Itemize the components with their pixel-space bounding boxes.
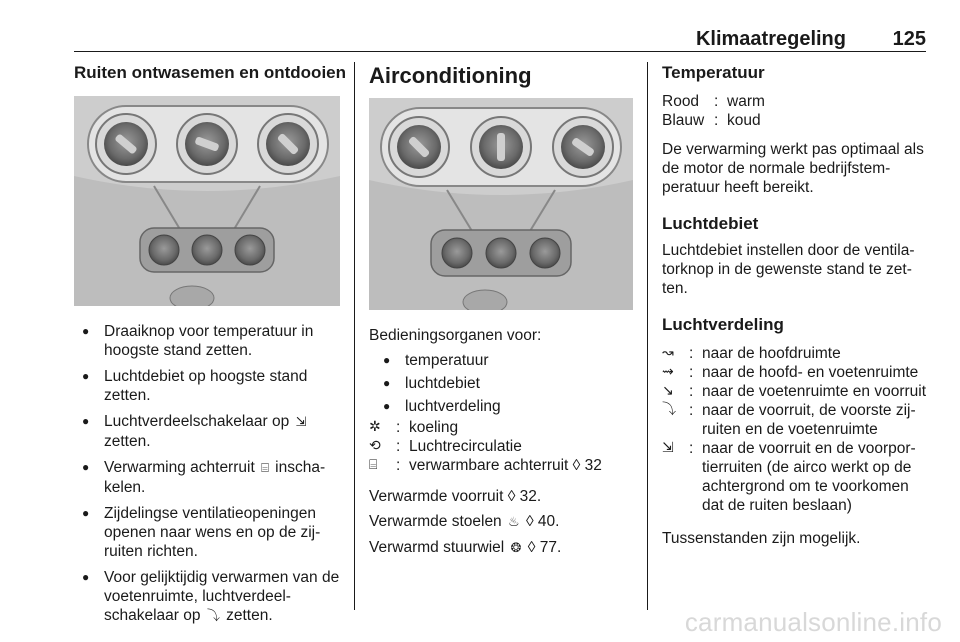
legend-text: Luchtrecirculatie: [409, 438, 522, 455]
column-divider: [354, 62, 355, 610]
air-recirculation-icon: ⟲: [369, 438, 381, 454]
bullet-dot: ●: [82, 324, 90, 338]
cross-references: [369, 487, 633, 558]
airflow-foot-icon: ↘: [662, 383, 674, 399]
cross-reference-text: Verwarmd stuurwiel: [369, 539, 509, 556]
defrost-steps: [74, 322, 342, 626]
list-item-text: Luchtverdeelschakelaar op: [104, 413, 294, 430]
legend-text: naar de hoofd- en voetenruimte: [702, 364, 919, 381]
airflow-windscreen-icon: ⇲: [662, 440, 674, 456]
legend-text: koud: [727, 112, 761, 129]
list-item-text: zetten.: [104, 433, 151, 450]
aircon-photo: [369, 98, 633, 310]
legend-colon: :: [714, 93, 719, 110]
section-heading-defrost: Ruiten ontwasemen en ontdooien: [74, 63, 347, 82]
rear-window-heating-icon: ⌸: [261, 461, 269, 476]
climate-control-photo: [74, 96, 340, 306]
section-heading-temperature: Temperatuur: [662, 63, 765, 82]
aircon-legend: [369, 418, 602, 475]
legend-row: [662, 344, 932, 363]
temperature-paragraph: De verwarming werkt pas optimaal als de motor de normale bedrijfstemperatuur heeft bereikt.: [662, 141, 924, 196]
list-item-text: Zijdelingse ventilatieopeningen openen naar wens en op de zijruiten richten.: [104, 505, 321, 560]
snowflake-icon: ✲: [369, 419, 381, 435]
legend-row: [662, 401, 932, 439]
legend-text: naar de hoofdruimte: [702, 345, 841, 362]
air-distribution-legend: [662, 344, 932, 515]
legend-text: verwarmbare achterruit ◊ 32: [409, 457, 602, 474]
list-item: [74, 322, 342, 360]
list-item: [74, 458, 342, 497]
legend-colon: :: [689, 383, 694, 400]
windscreen-footwell-icon: ⤵: [206, 609, 220, 624]
legend-text: naar de voorruit en de voorportierruiten (de airco werkt op de achtergrond om te voorkomen dat de ruiten beslaan): [702, 440, 916, 514]
cross-reference: [369, 538, 633, 558]
controls-intro: Bedieningsorganen voor:: [369, 327, 542, 344]
aircon-illustration: [369, 98, 633, 310]
list-item: [375, 374, 633, 393]
section-heading-aircon: Airconditioning: [369, 63, 532, 88]
list-item-text: luchtdebiet: [405, 375, 480, 392]
cross-reference-text: ◊ 40.: [521, 513, 560, 530]
legend-colon: :: [396, 438, 401, 455]
legend-row: [662, 111, 765, 130]
climate-control-illustration: [74, 96, 340, 306]
bullet-dot: ●: [82, 369, 90, 383]
legend-text: koeling: [409, 419, 459, 436]
list-item: [74, 504, 342, 561]
closing-paragraph: Tussenstanden zijn mogelijk.: [662, 530, 861, 547]
bullet-dot: ●: [383, 353, 391, 367]
heated-steering-wheel-icon: ❂: [510, 541, 522, 556]
list-item: [74, 412, 342, 451]
list-item: [375, 397, 633, 416]
list-item-text: Voor gelijktijdig verwarmen van de voetenruimte, luchtverdeelschakelaar op: [104, 569, 340, 624]
column-temperature: [662, 62, 932, 548]
legend-row: [662, 382, 932, 401]
legend-colon: :: [689, 364, 694, 381]
legend-colon: :: [396, 419, 401, 436]
bullet-dot: ●: [82, 506, 90, 520]
legend-row: [369, 418, 602, 437]
airflow-head-icon: ↝: [662, 345, 674, 361]
list-item: [74, 568, 342, 626]
heated-seat-icon: ♨: [508, 515, 520, 530]
column-defrost: [74, 62, 347, 633]
bullet-dot: ●: [82, 460, 90, 474]
legend-colon: :: [689, 345, 694, 362]
list-item-text: inschakelen.: [104, 459, 326, 496]
legend-row: [662, 363, 932, 382]
bullet-dot: ●: [82, 570, 90, 584]
legend-text: naar de voorruit, de voorste zijruiten en de voetenruimte: [702, 402, 916, 438]
column-aircon: [369, 62, 633, 564]
cross-reference: Verwarmde voorruit ◊ 32.: [369, 488, 542, 505]
windscreen-airflow-icon: ⇲: [295, 415, 307, 430]
legend-row: [369, 456, 602, 475]
temperature-colors: [662, 92, 765, 130]
list-item-text: Luchtdebiet op hoogste stand zetten.: [104, 368, 308, 404]
rear-window-heating-icon: ⌸: [369, 457, 378, 473]
page-header: [74, 22, 926, 52]
bullet-dot: ●: [383, 399, 391, 413]
legend-colon: :: [714, 112, 719, 129]
airflow-windscreen-foot-icon: ⤵: [662, 402, 676, 418]
control-list: [375, 351, 633, 416]
list-item-text: Verwarming achterruit: [104, 459, 260, 476]
list-item-text: zetten.: [221, 607, 273, 624]
column-divider: [647, 62, 648, 610]
page-title: Klimaatregeling: [695, 28, 846, 50]
airflow-paragraph: Luchtdebiet instellen door de ventilatorknop in de gewenste stand te zetten.: [662, 242, 915, 297]
list-item: [375, 351, 633, 370]
list-item-text: temperatuur: [405, 352, 489, 369]
legend-colon: :: [689, 440, 694, 457]
airflow-head-foot-icon: ⇝: [662, 364, 674, 380]
section-heading-airflow: Luchtdebiet: [662, 214, 759, 233]
legend-label: Rood: [662, 93, 700, 110]
page-number: 125: [892, 28, 926, 50]
legend-row: [662, 439, 932, 515]
legend-row: [369, 437, 602, 456]
legend-colon: :: [396, 457, 401, 474]
legend-text: warm: [727, 93, 765, 110]
section-heading-air-distribution: Luchtverdeling: [662, 315, 784, 334]
cross-reference: [369, 512, 633, 532]
list-item-text: Draaiknop voor temperatuur in hoogste stand zetten.: [104, 323, 314, 359]
watermark: carmanualsonline.info: [684, 607, 942, 637]
legend-row: [662, 92, 765, 111]
bullet-dot: ●: [383, 376, 391, 390]
legend-colon: :: [689, 402, 694, 419]
legend-label: Blauw: [662, 112, 705, 129]
bullet-dot: ●: [82, 414, 90, 428]
list-item-text: luchtverdeling: [405, 398, 501, 415]
cross-reference-text: Verwarmde stoelen: [369, 513, 506, 530]
list-item: [74, 367, 342, 405]
cross-reference-text: ◊ 77.: [523, 539, 562, 556]
legend-text: naar de voetenruimte en voorruit: [702, 383, 927, 400]
